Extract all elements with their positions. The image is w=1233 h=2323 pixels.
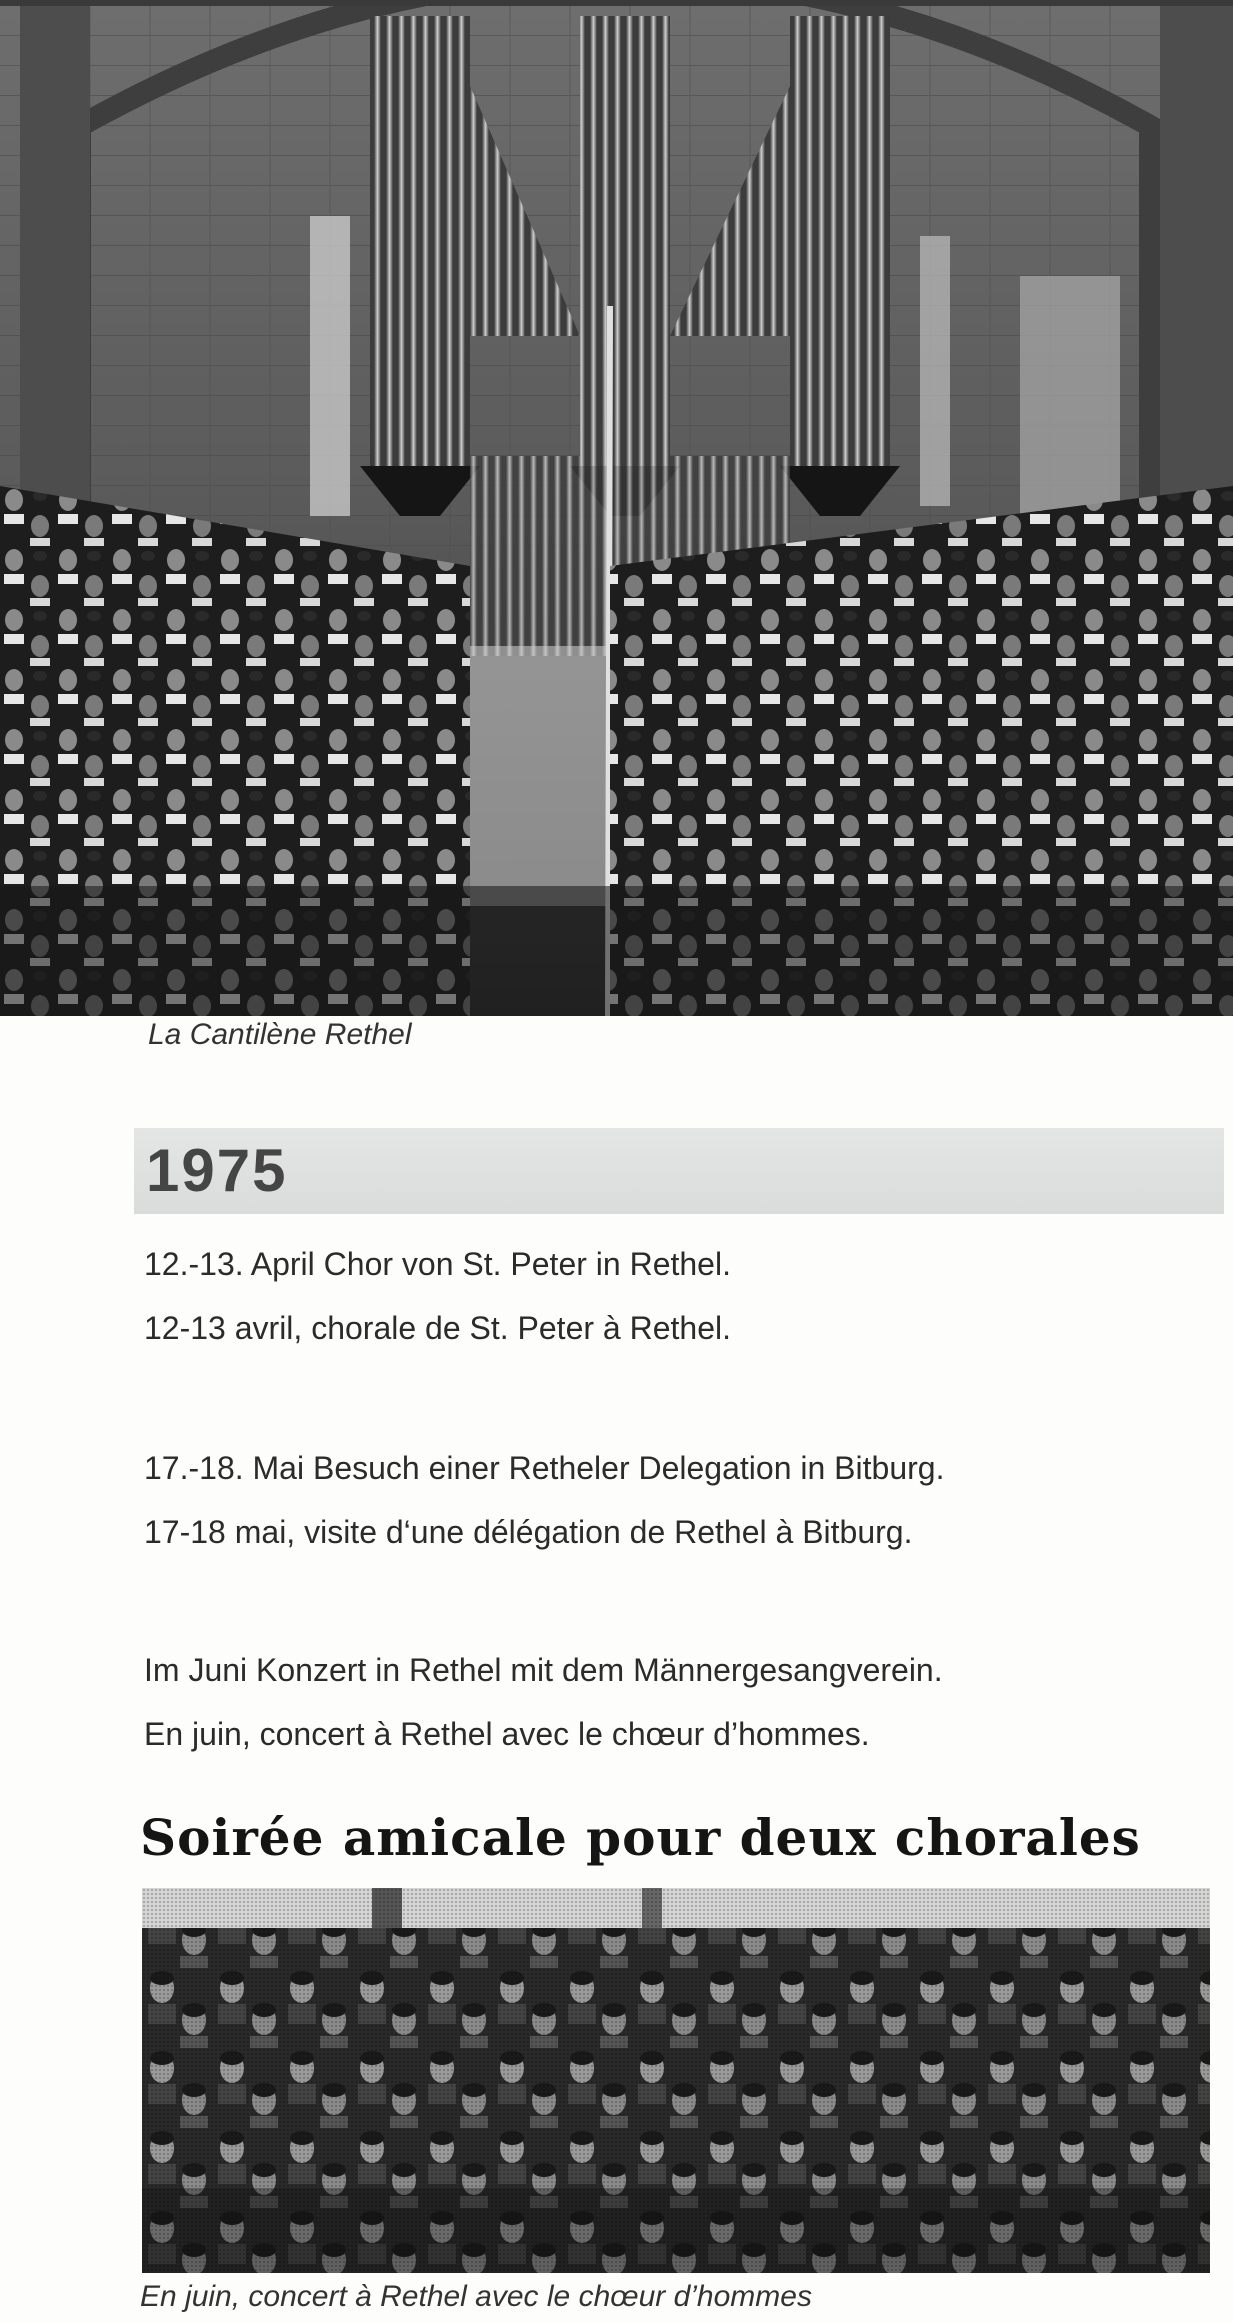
photo-caption: En juin, concert à Rethel avec le chœur d’hommes: [140, 2280, 812, 2313]
event-entry-fr: 17-18 mai, visite d‘une délégation de Rethel à Bitburg.: [144, 1514, 913, 1550]
church-choir-photo: [0, 6, 1233, 1016]
event-entry-fr: En juin, concert à Rethel avec le chœur d’hommes.: [144, 1716, 870, 1752]
event-entry-fr: 12-13 avril, chorale de St. Peter à Rethel.: [144, 1310, 731, 1346]
event-entry-de: Im Juni Konzert in Rethel mit dem Männergesangverein.: [144, 1652, 943, 1688]
year-heading: 1975: [146, 1137, 288, 1204]
year-banner: [134, 1128, 1224, 1214]
event-entry-de: 12.-13. April Chor von St. Peter in Rethel.: [144, 1246, 731, 1282]
newspaper-headline: Soirée amicale pour deux chorales: [140, 1808, 1141, 1867]
event-entry-de: 17.-18. Mai Besuch einer Retheler Delegation in Bitburg.: [144, 1450, 945, 1486]
photo-caption: La Cantilène Rethel: [148, 1018, 412, 1051]
newspaper-crowd-photo: [142, 1888, 1210, 2273]
